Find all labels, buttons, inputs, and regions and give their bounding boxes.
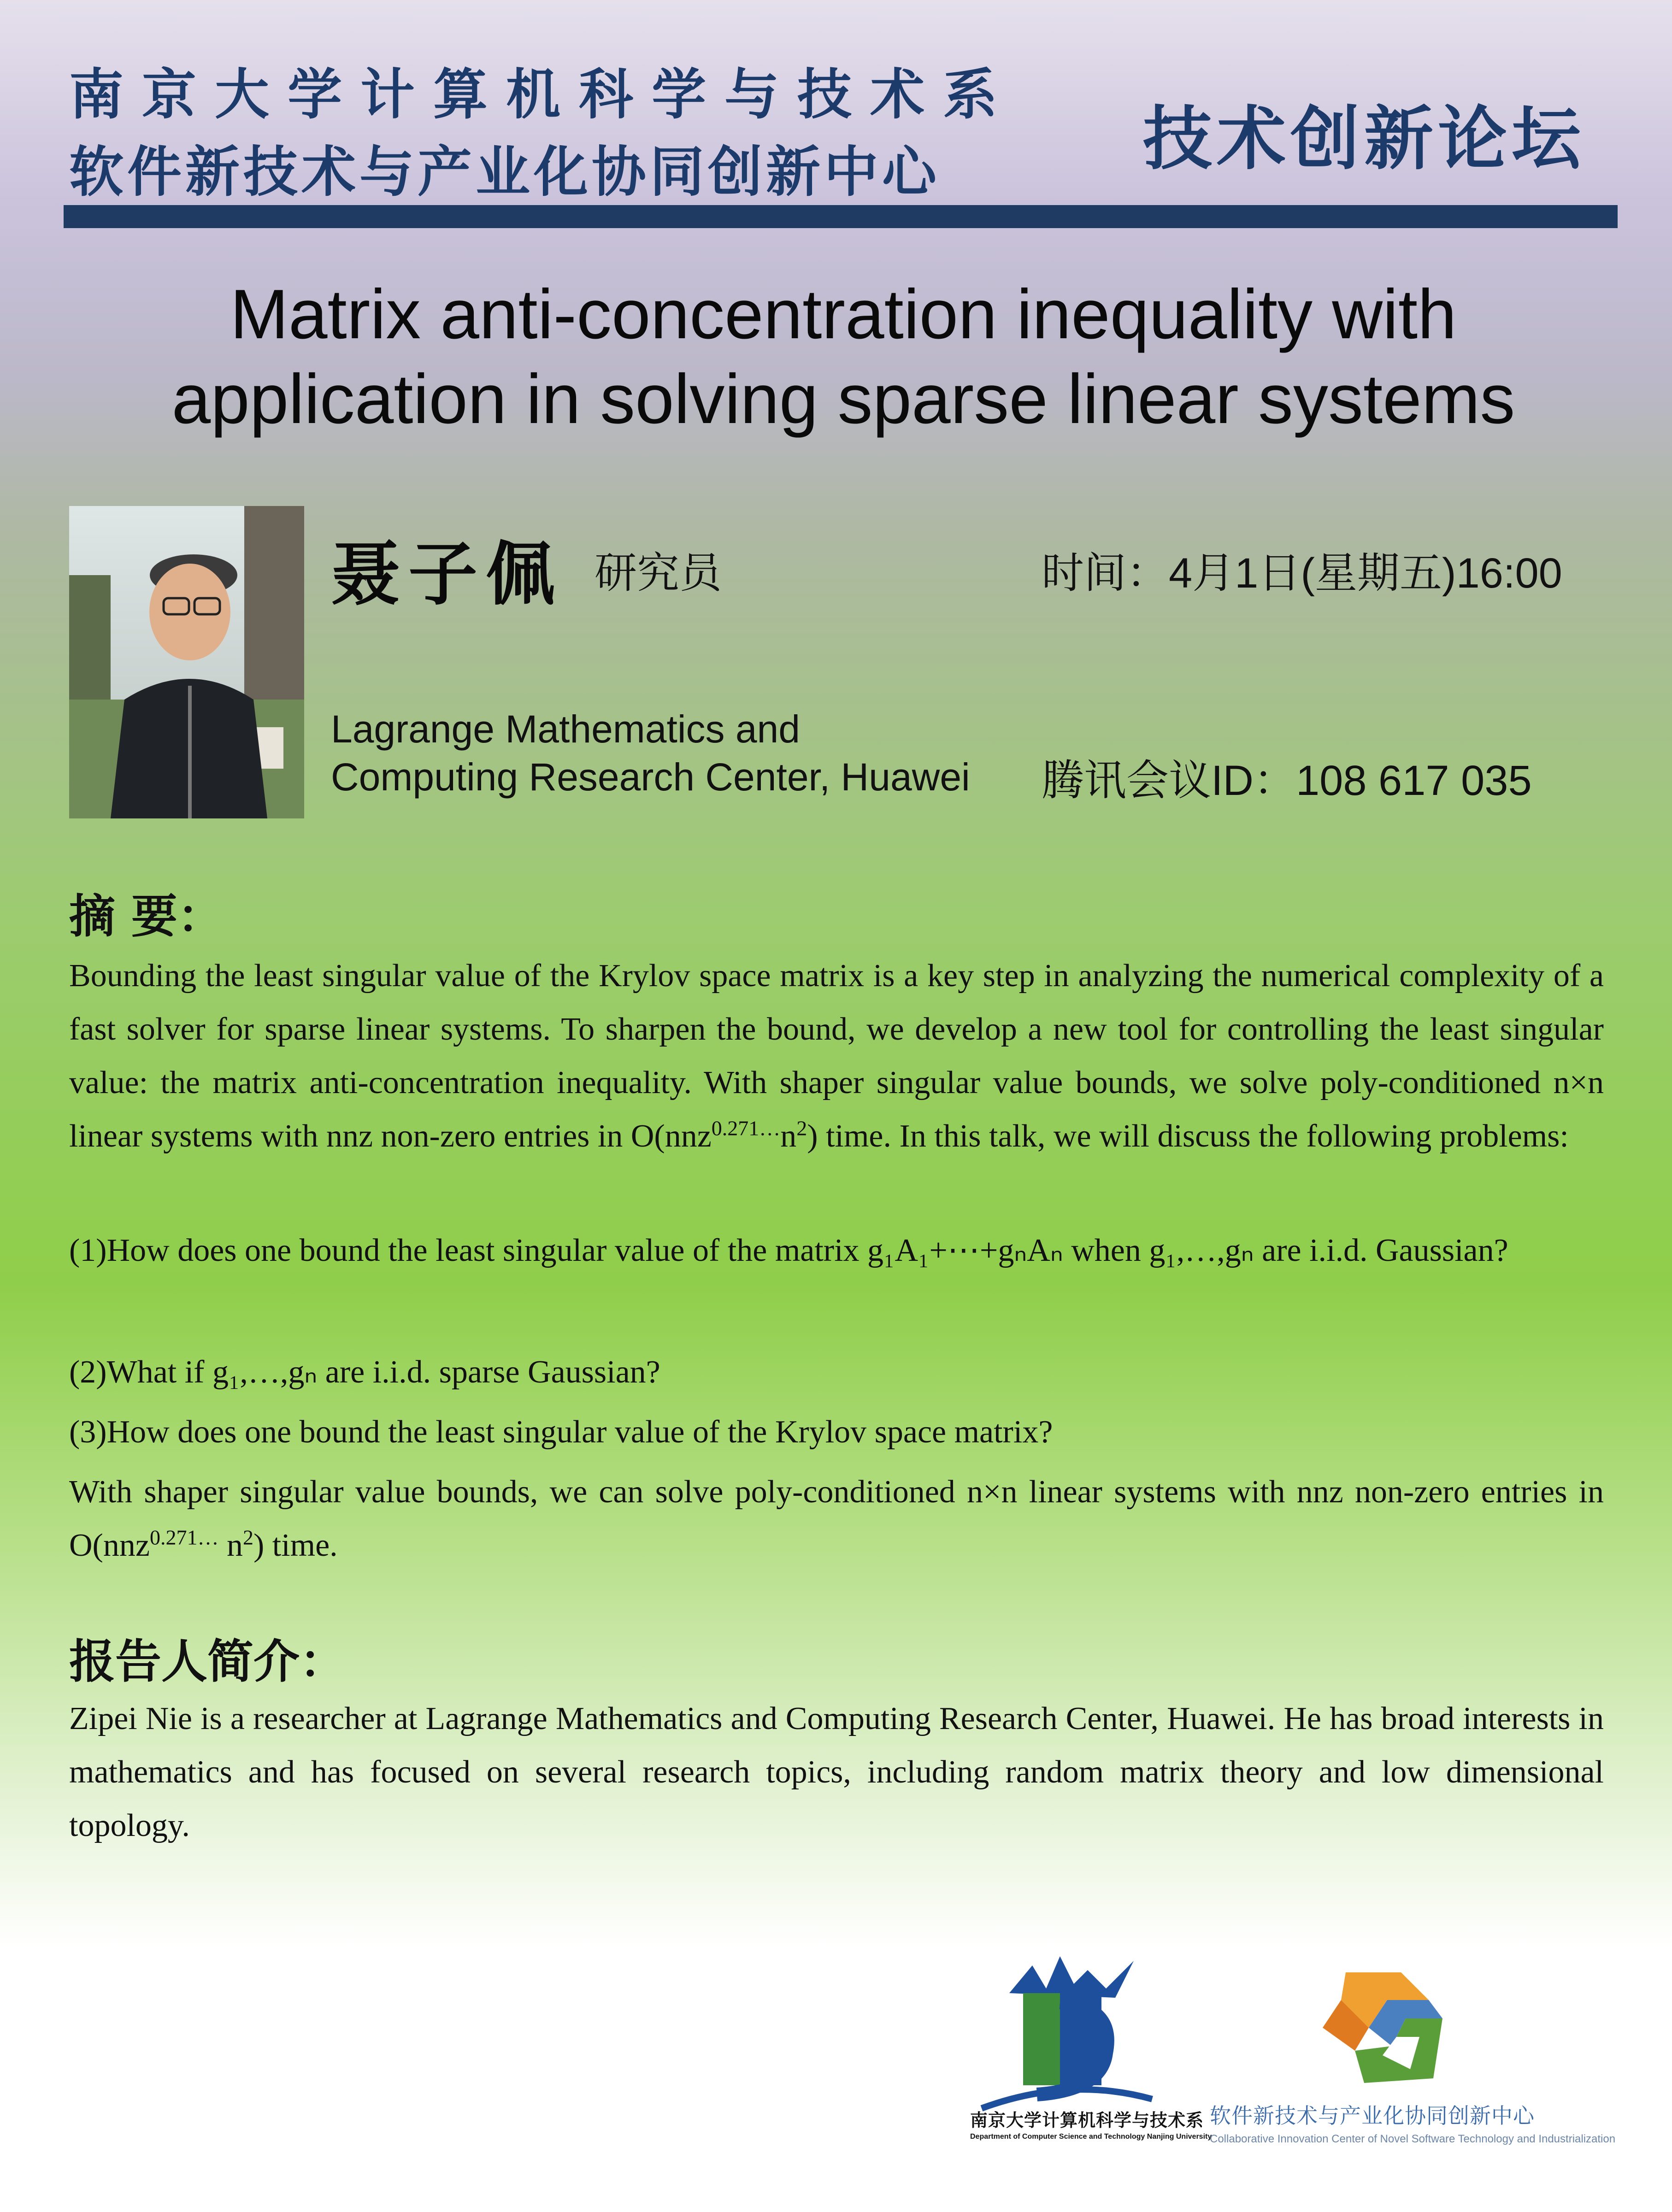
speaker-photo bbox=[69, 506, 304, 818]
center-logo-caption: 软件新技术与产业化协同创新中心 bbox=[1210, 2103, 1535, 2128]
affiliation-line-2: Computing Research Center, Huawei bbox=[331, 755, 970, 799]
bio-text: Zipei Nie is a researcher at Lagrange Mathematics and Computing Research Center, Huawei. He has broad interests in mathematics and has focused on several research topics, including random matrix theory and low dimensional topology. bbox=[69, 1701, 1604, 1843]
meeting-id: 腾讯会议ID：108 617 035 bbox=[1042, 757, 1532, 804]
department-logo-caption: 南京大学计算机科学与技术系 bbox=[970, 2110, 1204, 2130]
header-divider bbox=[64, 205, 1618, 228]
center-name: 软件新技术与产业化协同创新中心 bbox=[69, 140, 941, 204]
abstract-question-1: (1)How does one bound the least singular value of the matrix g₁A₁+⋯+gₙAₙ when g₁,…,gₙ are i.i.d. Gaussian? bbox=[69, 1233, 1508, 1268]
abstract-question-2: (2)What if g₁,…,gₙ are i.i.d. sparse Gaussian? bbox=[69, 1354, 660, 1390]
department-logo bbox=[968, 1938, 1171, 2122]
abstract-question-3: (3)How does one bound the least singular value of the Krylov space matrix? bbox=[69, 1414, 1053, 1450]
center-logo bbox=[1313, 1959, 1461, 2097]
department-name: 南京大学计算机科学与技术系 bbox=[69, 63, 1016, 126]
abstract-heading: 摘 要： bbox=[69, 889, 224, 943]
speaker-affiliation bbox=[331, 705, 970, 801]
center-logo-caption-en: Collaborative Innovation Center of Novel Software Technology and Industrialization bbox=[1210, 2133, 1616, 2145]
talk-title bbox=[69, 272, 1618, 441]
affiliation-line-1: Lagrange Mathematics and bbox=[331, 707, 800, 751]
abstract-paragraph-1: Bounding the least singular value of the Krylov space matrix is a key step in analyzing the numerical complexity of a fast solver for sparse linear systems. To sharpen the bound, we develop a new tool for controlling the least singular value: the matrix anti-concentration inequality. With shaper singular value bounds, we solve poly-conditioned n×n linear systems with nnz non-zero entries in $O(nnz^{0.271\dots}n^2)$ time. In this talk, we will discuss the following problems: bbox=[69, 958, 1604, 1154]
speaker-name: 聂子佩 bbox=[331, 534, 564, 615]
talk-title-line-2: application in solving sparse linear systems bbox=[171, 360, 1515, 438]
event-time: 时间：4月1日(星期五)16:00 bbox=[1042, 550, 1562, 597]
bio-heading: 报告人简介： bbox=[69, 1635, 346, 1688]
department-logo-caption-en: Department of Computer Science and Technology Nanjing University bbox=[970, 2133, 1212, 2141]
talk-title-line-1: Matrix anti-concentration inequality with bbox=[230, 275, 1457, 353]
forum-title: 技术创新论坛 bbox=[1143, 99, 1586, 179]
speaker-title: 研究员 bbox=[595, 548, 722, 598]
abstract-paragraph-2: With shaper singular value bounds, we can solve poly-conditioned n×n linear systems with nnz non-zero entries in O(nnz$^{0.271\dots}$ $n^2$) time. bbox=[69, 1474, 1604, 1563]
